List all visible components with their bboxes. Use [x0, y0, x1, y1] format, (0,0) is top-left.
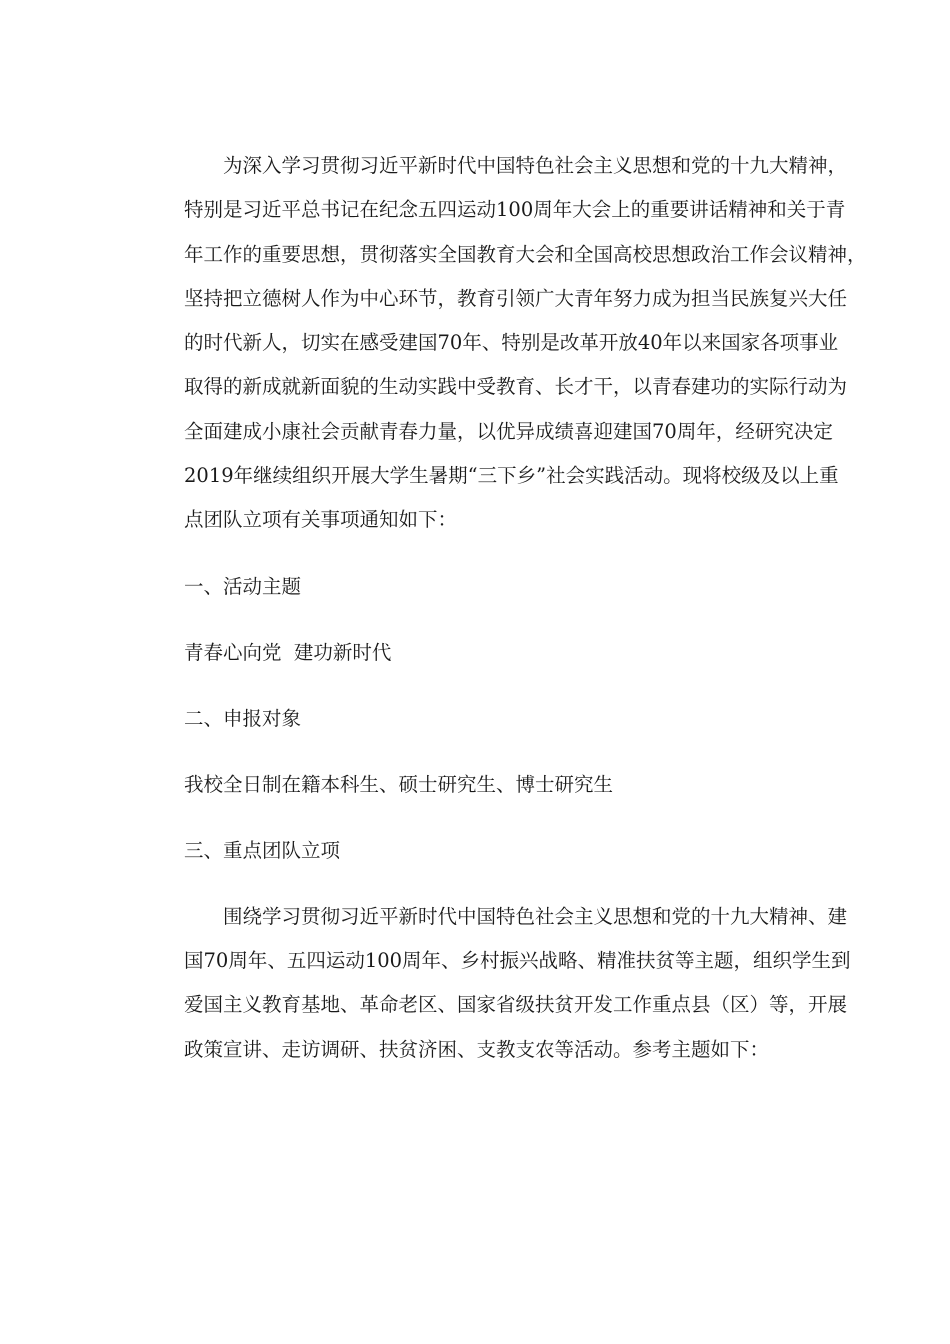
section-3-line: 政策宣讲、走访调研、扶贫济困、支教支农等活动。参考主题如下： — [184, 1037, 770, 1061]
intro-line: 取得的新成就新面貌的生动实践中受教育、长才干，以青春建功的实际行动为 — [184, 375, 848, 399]
section-1-body: 青春心向党 建功新时代 — [184, 640, 392, 664]
spacer — [145, 873, 808, 895]
section-3-line: 爱国主义教育基地、革命老区、国家省级扶贫开发工作重点县（区）等，开展 — [184, 993, 848, 1017]
spacer — [145, 675, 808, 697]
intro-line: 特别是习近平总书记在纪念五四运动100周年大会上的重要讲话精神和关于青 — [184, 198, 846, 222]
section-1-heading: 一、活动主题 — [184, 574, 302, 598]
section-3-paragraph — [145, 895, 851, 1072]
spacer — [145, 543, 808, 565]
spacer — [145, 609, 808, 631]
section-2-body: 我校全日制在籍本科生、硕士研究生、博士研究生 — [184, 772, 614, 796]
spacer — [145, 807, 808, 829]
section-3-line: 围绕学习贯彻习近平新时代中国特色社会主义思想和党的十九大精神、建 — [223, 904, 848, 928]
section-2-heading: 二、申报对象 — [184, 706, 302, 730]
intro-line: 年工作的重要思想，贯彻落实全国教育大会和全国高校思想政治工作会议精神， — [184, 242, 867, 266]
spacer — [145, 741, 808, 763]
intro-line: 2019年继续组织开展大学生暑期“三下乡”社会实践活动。现将校级及以上重 — [184, 464, 839, 488]
intro-line: 全面建成小康社会贡献青春力量，以优异成绩喜迎建国70周年，经研究决定 — [184, 419, 833, 443]
intro-line: 点团队立项有关事项通知如下： — [184, 508, 458, 532]
document-body — [145, 144, 867, 1072]
intro-line: 的时代新人，切实在感受建国70年、特别是改革开放40年以来国家各项事业 — [184, 331, 839, 355]
intro-line: 为深入学习贯彻习近平新时代中国特色社会主义思想和党的十九大精神， — [223, 154, 848, 177]
intro-line: 坚持把立德树人作为中心环节，教育引领广大青年努力成为担当民族复兴大任 — [184, 286, 848, 310]
section-3-heading: 三、重点团队立项 — [184, 838, 341, 862]
section-3-line: 国70周年、五四运动100周年、乡村振兴战略、精准扶贫等主题，组织学生到 — [184, 948, 851, 972]
intro-paragraph — [145, 144, 867, 543]
